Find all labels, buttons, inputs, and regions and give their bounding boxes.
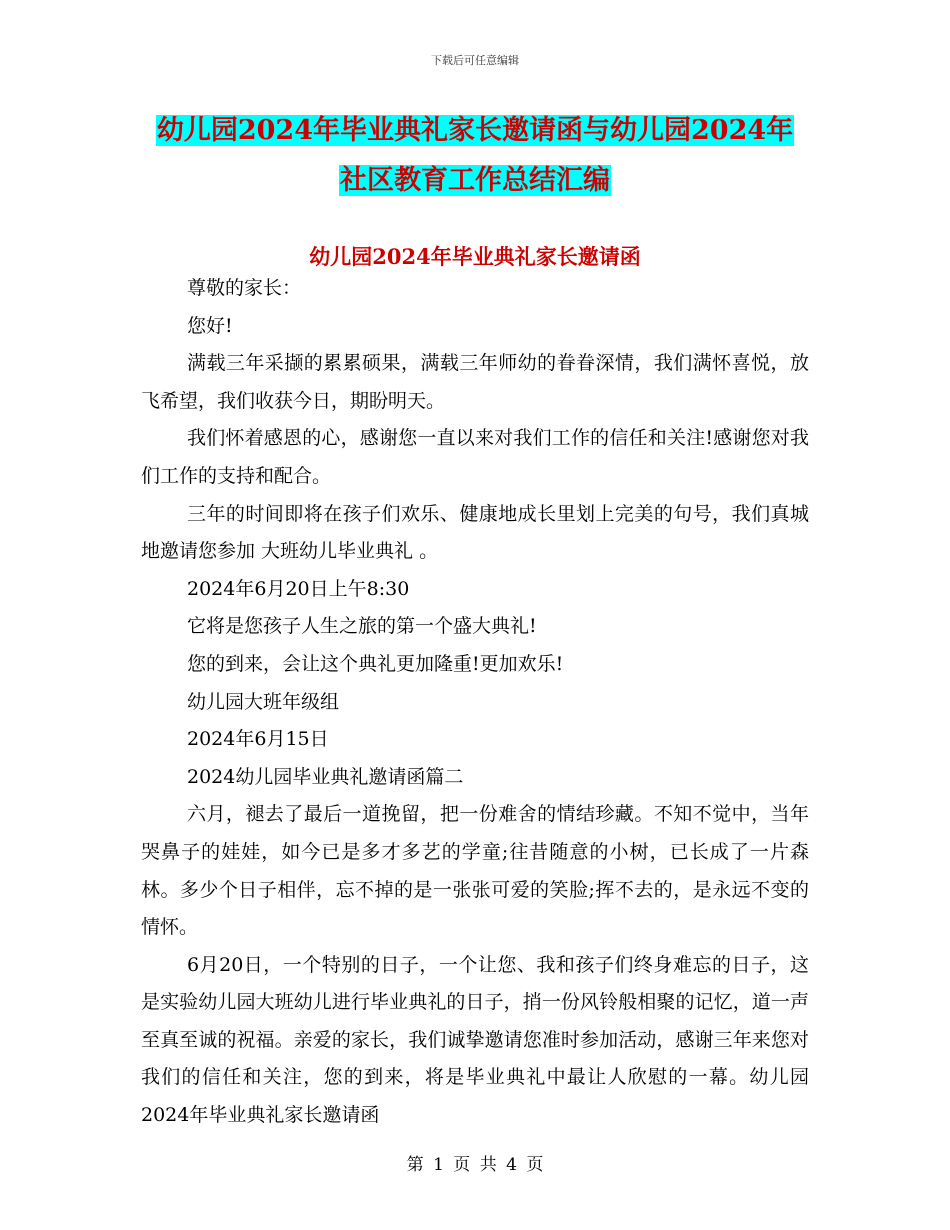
paragraph: 您好! (187, 314, 233, 337)
paragraph: 满载三年采撷的累累硕果，满载三年师幼的眷眷深情，我们满怀喜悦，放飞希望，我们收获今日，期盼明天。 (141, 352, 809, 412)
paragraph: 您的到来，会让这个典礼更加隆重!更加欢乐! (187, 652, 564, 675)
title-line-2: 社区教育工作总结汇编 (340, 165, 610, 196)
document-title (140, 106, 810, 206)
page-footer: 第 1 页 共 4 页 (406, 1155, 544, 1175)
paragraph: 我们怀着感恩的心，感谢您一直以来对我们工作的信任和关注!感谢您对我们工作的支持和配合。 (141, 427, 809, 487)
page-header: 下载后可任意编辑 (431, 54, 519, 67)
paragraph: 幼儿园大班年级组 (187, 690, 340, 713)
paragraph: 6月20日，一个特别的日子，一个让您、我和孩子们终身难忘的日子，这是实验幼儿园大班幼儿进行毕业典礼的日子，捎一份风铃般相聚的记忆，道一声至真至诚的祝福。亲爱的家长，我们诚挚邀请您准时参加活动，感谢三年来您对我们的信任和关注，您的到来，将是毕业典礼中最让人欣慰的一幕。幼儿园2024年毕业典礼家长邀请函 (141, 953, 809, 1127)
paragraph: 2024幼儿园毕业典礼邀请函篇二 (187, 765, 464, 788)
title-line-1: 幼儿园2024年毕业典礼家长邀请函与幼儿园2024年 (156, 115, 794, 146)
paragraph: 2024年6月20日上午8:30 (187, 577, 410, 600)
paragraph: 2024年6月15日 (187, 728, 329, 751)
paragraph: 六月，褪去了最后一道挽留，把一份难舍的情结珍藏。不知不觉中，当年哭鼻子的娃娃，如今已是多才多艺的学童;往昔随意的小树，已长成了一片森林。多少个日子相伴，忘不掉的是一张张可爱的笑脸;挥不去的，是永远不变的情怀。 (141, 803, 809, 939)
document-body (141, 270, 809, 1135)
paragraph: 三年的时间即将在孩子们欢乐、健康地成长里划上完美的句号，我们真城地邀请您参加 大班幼儿毕业典礼 。 (141, 502, 809, 563)
section-title: 幼儿园2024年毕业典礼家长邀请函 (309, 244, 641, 269)
paragraph: 尊敬的家长： (187, 277, 302, 299)
paragraph: 它将是您孩子人生之旅的第一个盛大典礼! (187, 615, 537, 638)
